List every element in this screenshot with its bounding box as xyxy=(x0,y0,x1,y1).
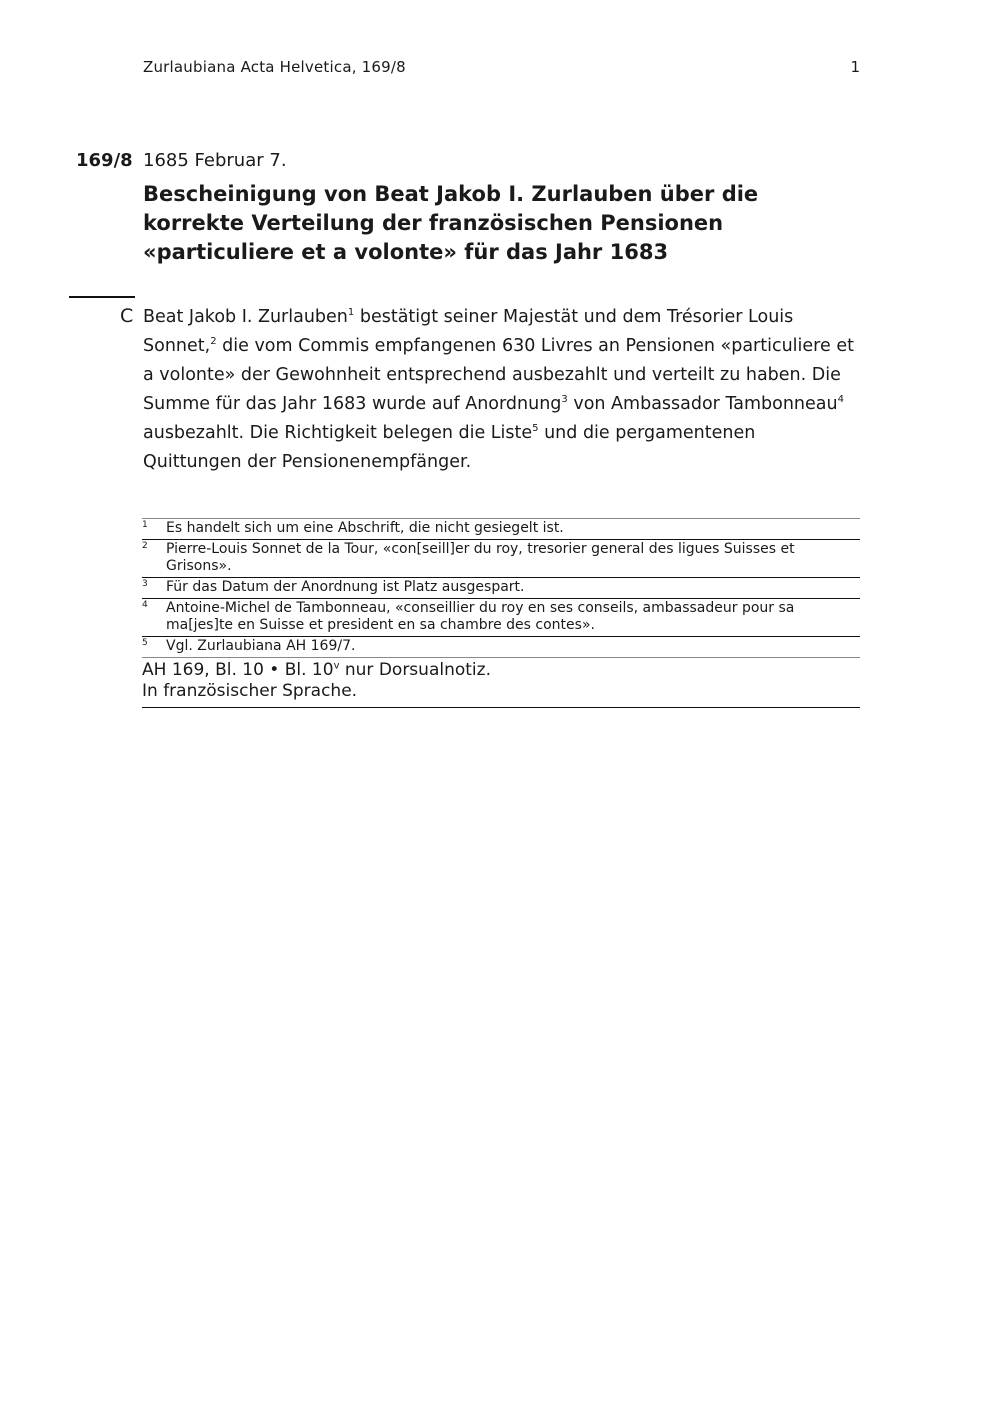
footnote-text: Pierre-Louis Sonnet de la Tour, «con[seill]er du roy, tresorier general des ligues Suisses et Grisons». xyxy=(166,541,795,574)
verso-mark: v xyxy=(333,660,340,672)
footnote xyxy=(142,577,860,598)
document-title: Bescheinigung von Beat Jakob I. Zurlauben über die korrekte Verteilung der französischen Pensionen «particuliere et a volonte» für das Jahr 1683 xyxy=(143,182,759,264)
footnote xyxy=(142,539,860,577)
margin-divider xyxy=(69,296,135,298)
footnote-number: 1 xyxy=(142,520,148,530)
footnote-ref[interactable]: 1 xyxy=(347,307,355,319)
summary-text: bestätigt seiner Majestät und dem Trésorier Louis Sonnet, xyxy=(143,307,794,356)
running-header-title: Zurlaubiana Acta Helvetica, 169/8 xyxy=(143,58,406,76)
source-signature: AH 169, Bl. 10 • Bl. 10 xyxy=(142,660,334,680)
summary-text: Beat Jakob I. Zurlauben xyxy=(143,307,348,327)
footnote-text: Antoine-Michel de Tambonneau, «conseillier du roy en ses conseils, ambassadeur pour sa ma[jes]te en Suisse et president en sa chambre des contes». xyxy=(166,600,795,633)
footnote-number: 5 xyxy=(142,638,148,648)
footnote-ref[interactable]: 4 xyxy=(837,394,844,406)
document-summary xyxy=(143,303,858,477)
footnote-ref[interactable]: 2 xyxy=(210,336,217,348)
footnote-text: Es handelt sich um eine Abschrift, die nicht gesiegelt ist. xyxy=(166,520,564,536)
language-note: In französischer Sprache. xyxy=(142,681,358,701)
source-remark: nur Dorsualnotiz. xyxy=(339,660,491,680)
footnote-number: 3 xyxy=(142,579,148,589)
summary-text: die vom Commis empfangenen 630 Livres an Pensionen «particuliere et a volonte» der Gewohnheit entsprechend ausbezahlt und verteilt zu haben. Die Summe für das Jahr 1683 wurde auf Anordnung xyxy=(143,336,854,414)
document-number: 169/8 xyxy=(76,150,133,171)
summary-text: und die pergamentenen Quittungen der Pensionenempfänger. xyxy=(143,423,756,472)
footnote xyxy=(142,636,860,657)
document-date: 1685 Februar 7. xyxy=(143,150,287,171)
footnote-number: 2 xyxy=(142,541,148,551)
tradition-letter: C xyxy=(120,305,134,327)
footnote-ref[interactable]: 5 xyxy=(532,423,539,435)
source-note xyxy=(142,657,860,708)
summary-text: ausbezahlt. Die Richtigkeit belegen die Liste xyxy=(143,423,533,443)
source-line xyxy=(142,660,860,681)
footnote-number: 4 xyxy=(142,600,148,610)
summary-text: von Ambassador Tambonneau xyxy=(567,394,838,414)
footnote xyxy=(142,518,860,539)
footnote xyxy=(142,598,860,636)
footnotes-section xyxy=(142,518,860,708)
page-number: 1 xyxy=(850,58,860,76)
footnote-ref[interactable]: 3 xyxy=(561,394,568,406)
footnote-text: Für das Datum der Anordnung ist Platz ausgespart. xyxy=(166,579,525,595)
footnote-text: Vgl. Zurlaubiana AH 169/7. xyxy=(166,638,356,654)
